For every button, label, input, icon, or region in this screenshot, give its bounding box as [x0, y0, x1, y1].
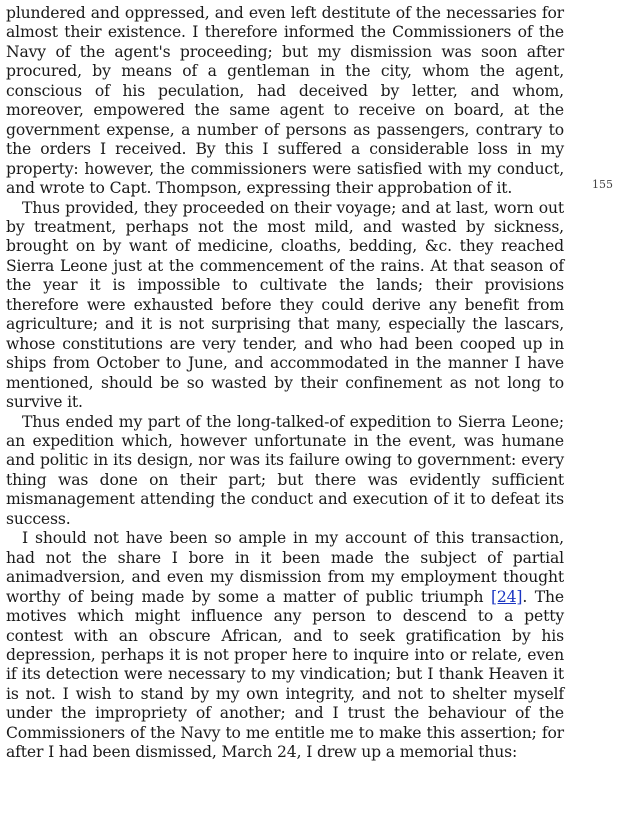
paragraph-4-text-before: I should not have been so ample in my account of this transaction, had not the share I bore in it been made the subject of partial animadversion, and even my dismission from my employment thought worthy of being made by some a matter of public triumph [6, 529, 564, 606]
paragraph-2: Thus provided, they proceeded on their voyage; and at last, worn out by treatment, perhaps not the most mild, and wasted by sickness, brought on by want of medicine, cloaths, bedding, &c. they reached Sierra Leone just at the commencement of the rains. At that season of the year it is impossible to cultivate the lands; their provisions therefore were exhausted before they could derive any benefit from agriculture; and it is not surprising that many, especially the lascars, whose constitutions are very tender, and who had been cooped up in ships from October to June, and accommodated in the manner I have mentioned, should be so wasted by their confinement as not long to survive it. [6, 198, 564, 412]
footnote-link-24[interactable]: [24] [490, 587, 523, 606]
paragraph-4 [6, 529, 564, 762]
page-body [6, 4, 564, 763]
paragraph-4-text-after: . The motives which might influence any person to descend to a petty contest with an obscure African, and to seek gratification by his depression, perhaps it is not proper here to inquire into or relate, even if its detection were necessary to my vindication; but I thank Heaven it is not. I wish to stand by my own integrity, and not to shelter myself under the impropriety of another; and I trust the behaviour of the Commissioners of the Navy to me entitle me to make this assertion; for after I had been dismissed, March 24, I drew up a memorial thus: [6, 587, 564, 762]
paragraph-3: Thus ended my part of the long-talked-of expedition to Sierra Leone; an expedition which, however unfortunate in the event, was humane and politic in its design, nor was its failure owing to government: every thing was done on their part; but there was evidently sufficient mismanagement attending the conduct and execution of it to defeat its success. [6, 412, 564, 528]
page-number: 155 [592, 178, 613, 191]
paragraph-1: plundered and oppressed, and even left destitute of the necessaries for almost their existence. I therefore informed the Commissioners of the Navy of the agent's proceeding; but my dismission was soon after procured, by means of a gentleman in the city, whom the agent, conscious of his peculation, had deceived by letter, and whom, moreover, empowered the same agent to receive on board, at the government expense, a number of persons as passengers, contrary to the orders I received. By this I suffered a considerable loss in my property: however, the commissioners were satisfied with my conduct, and wrote to Capt. Thompson, expressing their approbation of it. [6, 4, 564, 198]
